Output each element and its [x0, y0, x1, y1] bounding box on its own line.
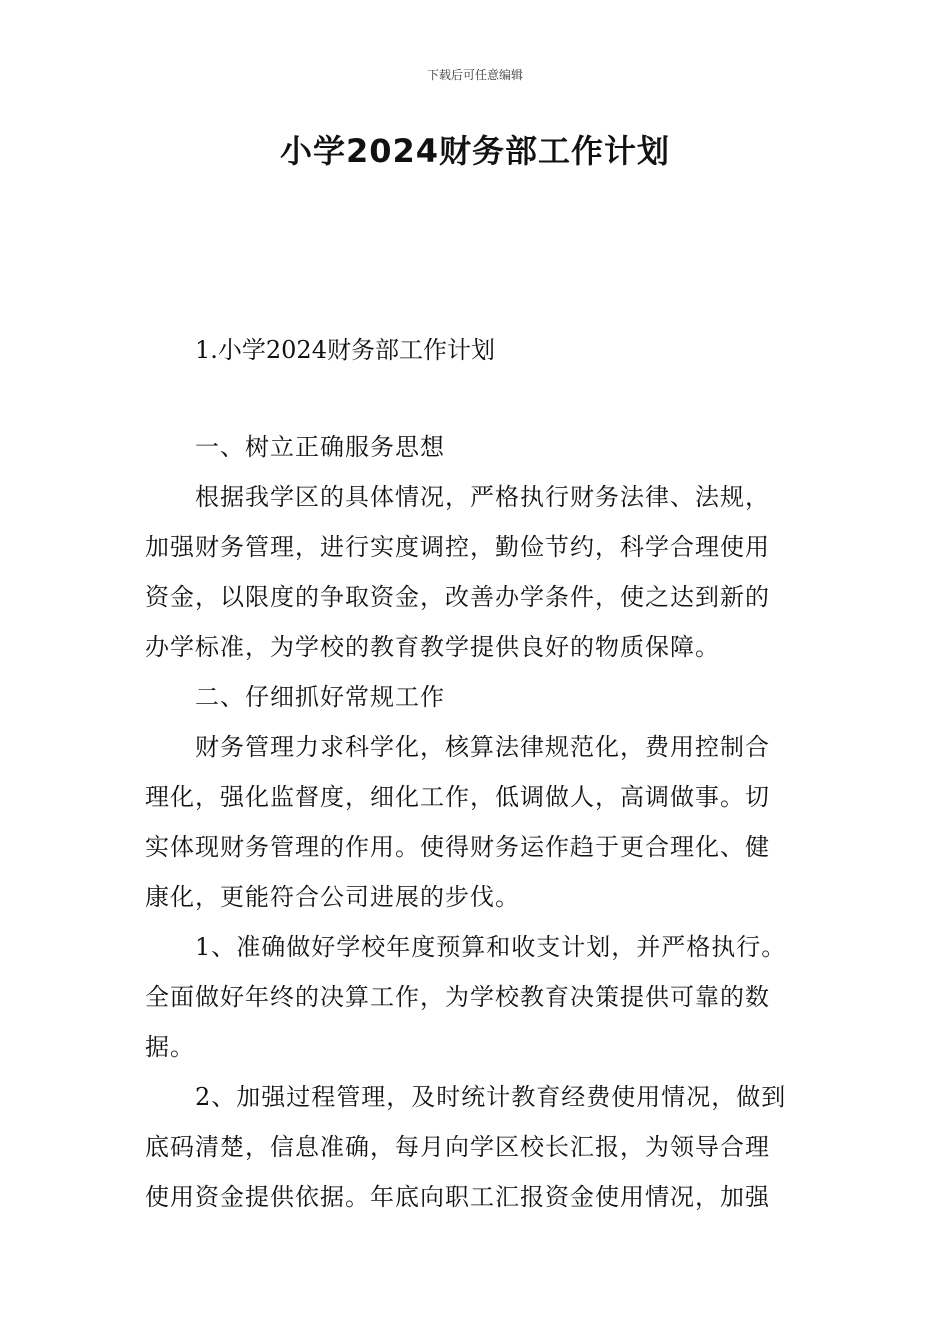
body-line: 康化，更能符合公司进展的步伐。: [145, 883, 520, 911]
body-line: 实体现财务管理的作用。使得财务运作趋于更合理化、健: [145, 833, 770, 861]
body-line: 使用资金提供依据。年底向职工汇报资金使用情况，加强: [145, 1183, 770, 1211]
body-text: [145, 422, 807, 1222]
page-title: 小学2024财务部工作计划: [279, 132, 671, 170]
body-line: 根据我学区的具体情况，严格执行财务法律、法规，: [195, 483, 770, 511]
body-line: 据。: [145, 1033, 195, 1061]
body-line: 二、仔细抓好常规工作: [195, 683, 445, 711]
body-line: 办学标准，为学校的教育教学提供良好的物质保障。: [145, 633, 720, 661]
body-line: 1、准确做好学校年度预算和收支计划，并严格执行。: [195, 933, 787, 961]
section-subtitle: 1.小学2024财务部工作计划: [195, 336, 495, 364]
body-line: 全面做好年终的决算工作，为学校教育决策提供可靠的数: [145, 983, 770, 1011]
body-line: 一、树立正确服务思想: [195, 433, 445, 461]
body-line: 加强财务管理，进行实度调控，勤俭节约，科学合理使用: [145, 533, 770, 561]
body-line: 2、加强过程管理，及时统计教育经费使用情况，做到: [195, 1083, 787, 1111]
header-note: 下载后可任意编辑: [426, 68, 523, 82]
body-line: 理化，强化监督度，细化工作，低调做人，高调做事。切: [145, 783, 770, 811]
body-line: 资金，以限度的争取资金，改善办学条件，使之达到新的: [145, 583, 770, 611]
body-line: 财务管理力求科学化，核算法律规范化，费用控制合: [195, 733, 770, 761]
body-line: 底码清楚，信息准确，每月向学区校长汇报，为领导合理: [145, 1133, 770, 1161]
